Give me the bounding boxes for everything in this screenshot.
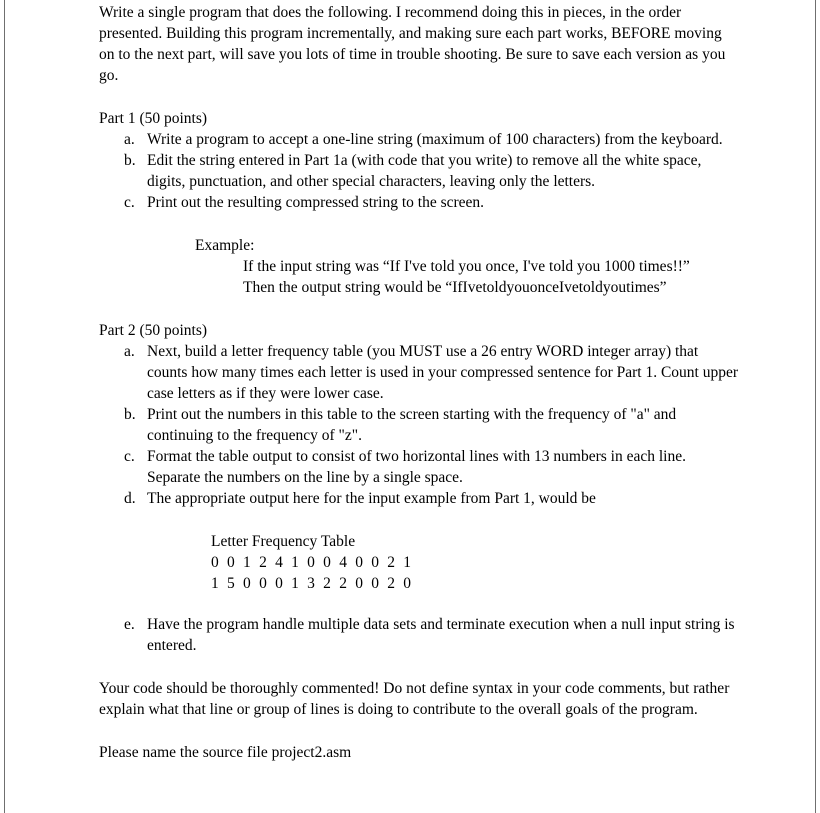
list-item-text: Write a program to accept a one-line string (maximum of 100 characters) from the keyboard. [147, 131, 723, 148]
list-item [99, 404, 739, 446]
list-item-text: Print out the numbers in this table to the screen starting with the frequency of "a" and continuing to the frequency of "z". [147, 406, 677, 444]
list-marker: b. [124, 406, 136, 423]
frequency-table-example [99, 531, 739, 594]
list-item-text: Next, build a letter frequency table (you MUST use a 26 entry WORD integer array) that counts how many times each letter is used in your compressed sentence for Part 1. Count upper case letters as if they were lower case. [147, 343, 739, 402]
frequency-row-2: 1 5 0 0 0 1 3 2 2 0 0 2 0 [211, 575, 414, 592]
intro-paragraph: Write a single program that does the following. I recommend doing this in pieces, in the order presented. Building this program incrementally, and making sure each part works, BEFORE moving on to the next part, will save you lots of time in trouble shooting. Be sure to save each version as you go. [99, 4, 726, 84]
list-item [99, 192, 739, 213]
frequency-row-1: 0 0 1 2 4 1 0 0 4 0 0 2 1 [211, 554, 414, 571]
part2-list-continued [99, 614, 739, 656]
list-item [99, 488, 739, 509]
list-item [99, 446, 739, 488]
example-label: Example: [195, 237, 255, 254]
part1-title: Part 1 (50 points) [99, 110, 208, 127]
list-marker: c. [124, 448, 135, 465]
list-item-text: Print out the resulting compressed string to the screen. [147, 194, 485, 211]
list-marker: d. [124, 490, 136, 507]
list-item-text: Edit the string entered in Part 1a (with code that you write) to remove all the white space, digits, punctuation, and other special characters, leaving only the letters. [147, 152, 702, 190]
list-item [99, 150, 739, 192]
list-item [99, 341, 739, 404]
document-body [99, 2, 739, 763]
part2-list [99, 341, 739, 509]
list-marker: c. [124, 194, 135, 211]
list-item-text: Format the table output to consist of two horizontal lines with 13 numbers in each line. Separate the numbers on the line by a single space. [147, 448, 686, 486]
example-block [99, 235, 739, 298]
example-output-line: Then the output string would be “IfIvetoldyouonceIvetoldyoutimes” [243, 279, 667, 296]
list-item [99, 129, 739, 150]
list-marker: a. [124, 131, 135, 148]
example-input-line: If the input string was “If I've told you once, I've told you 1000 times!!” [243, 258, 690, 275]
part2-title: Part 2 (50 points) [99, 322, 208, 339]
list-item-text: The appropriate output here for the input example from Part 1, would be [147, 490, 596, 507]
frequency-table-title: Letter Frequency Table [211, 533, 356, 550]
list-item [99, 614, 739, 656]
filename-note: Please name the source file project2.asm [99, 744, 352, 761]
list-marker: a. [124, 343, 135, 360]
list-marker: b. [124, 152, 136, 169]
list-item-text: Have the program handle multiple data sets and terminate execution when a null input string is entered. [147, 616, 735, 654]
part1-list [99, 129, 739, 213]
list-marker: e. [124, 616, 135, 633]
document-page [4, 0, 816, 813]
closing-paragraph: Your code should be thoroughly commented! Do not define syntax in your code comments, but rather explain what that line or group of lines is doing to contribute to the overall goals of the program. [99, 680, 730, 718]
